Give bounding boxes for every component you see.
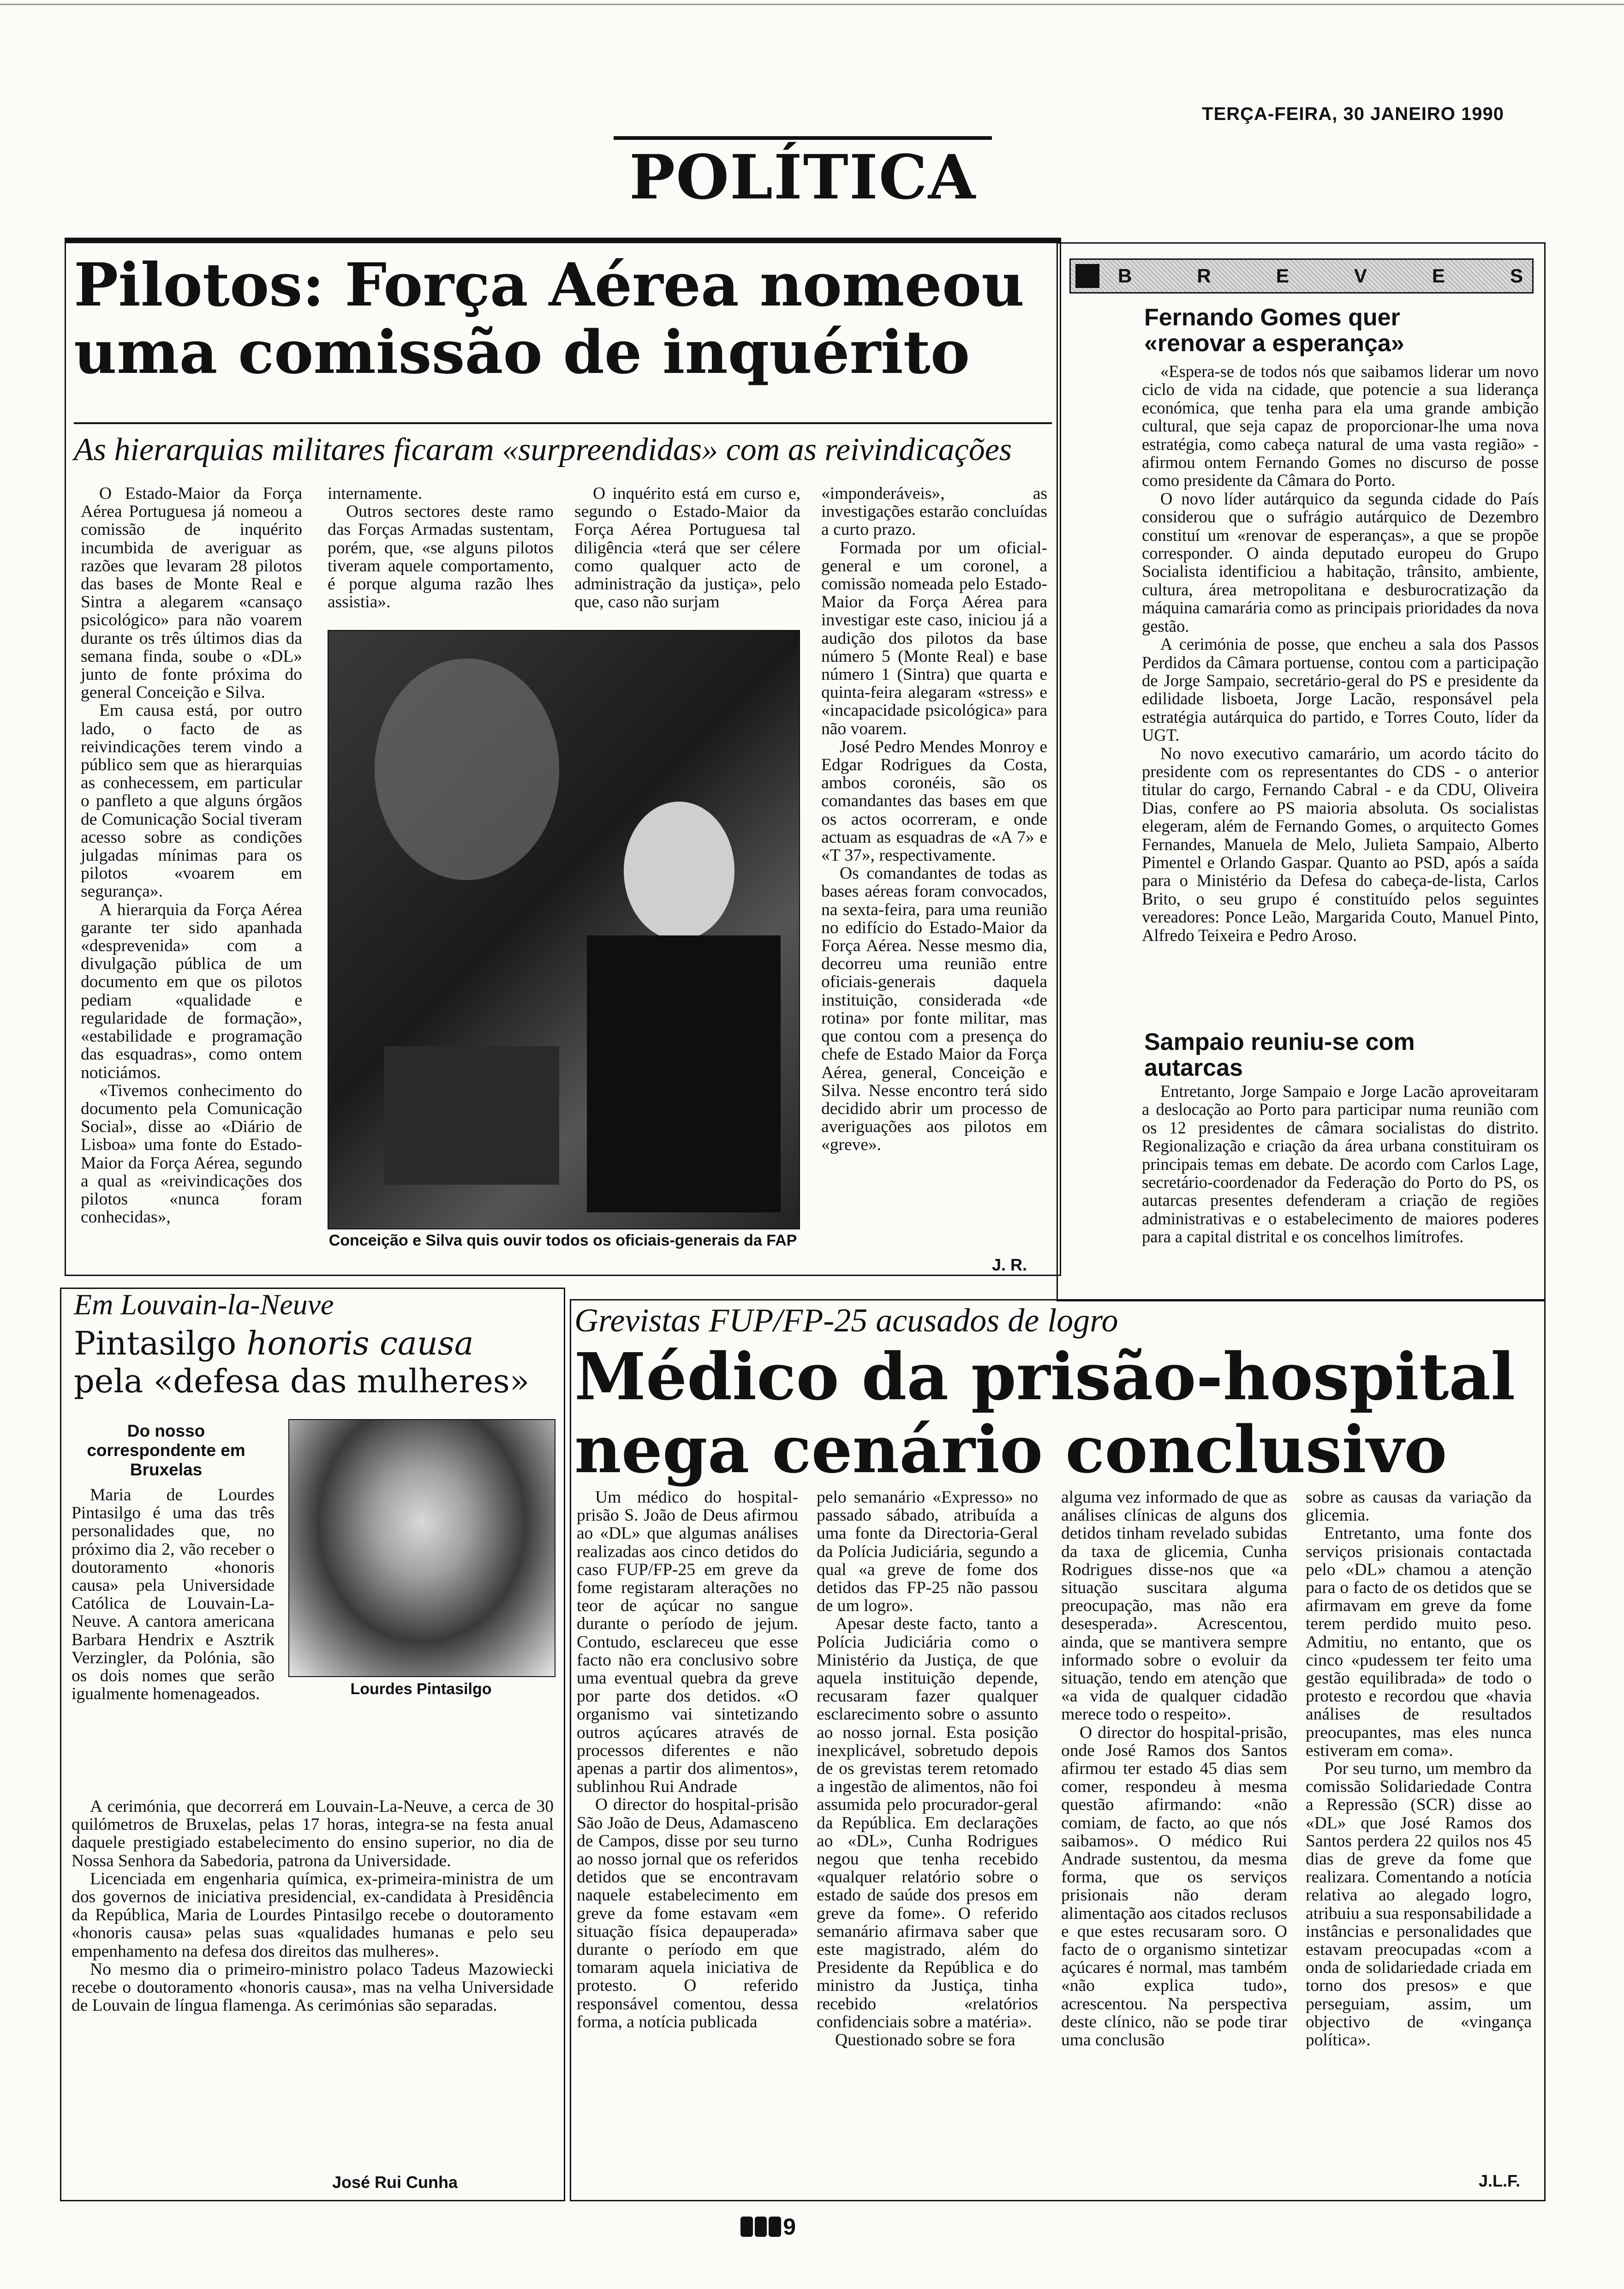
pintasilgo-headline <box>74 1324 563 1400</box>
paragraph: «Espera-se de todos nós que saibamos liderar um novo ciclo de vida na cidade, que potencie a sua liderança económica, que tenha para ela uma grande ambição cultural, que seja capaz de proporcionar-lhe uma nova estratégia, como cabeça natural de uma vasta região» - afirmou ontem Fernando Gomes no discurso de posse como presidente da Câmara do Porto. <box>1142 362 1539 490</box>
main-col-2 <box>328 485 554 611</box>
headline-rule <box>74 422 1052 424</box>
paragraph: internamente. <box>328 484 423 503</box>
medico-col-3 <box>1061 1488 1287 2049</box>
main-headline: Pilotos: Força Aérea nomeou uma comissão de inquérito <box>74 251 1025 387</box>
logo-mark <box>769 2217 781 2237</box>
medico-col-4 <box>1306 1488 1532 2049</box>
paragraph: Em causa está, por outro lado, o facto de as reivindicações terem vindo a público sem que as hierarquias as conhecessem, em particular o panfleto a que alguns órgãos de Comunicação Social tiveram acesso sobre as condições julgadas mínimas para os pilotos «voarem em segurança». <box>81 701 302 901</box>
paragraph: sobre as causas da variação da glicemia. <box>1306 1488 1532 1525</box>
logo-mark <box>740 2217 753 2237</box>
medico-signature: J.L.F. <box>1479 2171 1521 2190</box>
paragraph: «imponderáveis», as investigações estarão concluídas a curto prazo. <box>821 484 1047 539</box>
breves-letter: E <box>1276 265 1289 287</box>
main-subheadline: As hierarquias militares ficaram «surpreendidas» com as reivindicações <box>74 432 1012 467</box>
headline-part: Pintasilgo <box>74 1324 247 1362</box>
paragraph: pelo semanário «Expresso» no passado sábado, atribuída a uma fonte da Directoria-Geral da Polícia Judiciária, segundo a qual «a greve de fome dos detidos das FP-25 não passou de um logro». <box>817 1488 1038 1616</box>
logo-mark <box>755 2217 767 2237</box>
medico-col-2 <box>817 1488 1038 2049</box>
paragraph: A cerimónia de posse, que encheu a sala dos Passos Perdidos da Câmara portuense, contou com a participação de Jorge Sampaio, secretário-geral do PS e presidente da edilidade lisboeta, Jorge Lacão, responsável pela estratégia autárquica do partido, e Torres Couto, líder da UGT. <box>1142 635 1539 745</box>
breves-item2-body <box>1142 1082 1539 1246</box>
medico-kicker: Grevistas FUP/FP-25 acusados de logro <box>574 1302 1118 1339</box>
paragraph: O Estado-Maior da Força Aérea Portuguesa já nomeou a comissão de inquérito incumbida de averiguar as razões que levaram 28 pilotos das bases de Monte Real e Sintra a alegarem «cansaço psicológico» para não voarem durante os três últimos dias da semana finda, soube o «DL» junto de fonte próxima do general Conceição e Silva. <box>81 484 302 702</box>
breves-item2-headline: Sampaio reuniu-se com autarcas <box>1144 1029 1415 1081</box>
main-photo-caption: Conceição e Silva quis ouvir todos os oficiais-generais da FAP <box>328 1232 797 1249</box>
correspondent-credit: Do nosso correspondente em Bruxelas <box>87 1421 245 1479</box>
main-col-1 <box>81 485 302 1226</box>
paragraph: Maria de Lourdes Pintasilgo é uma das três personalidades que, no próximo dia 2, vão receber o doutoramento «honoris causa» pela Universidade Católica de Louvain-La-Neuve. A cantora americana Barbara Hendrix e Asztrik Verzingler, da Polónia, são os dois nomes que serão igualmente homenageados. <box>72 1486 275 1704</box>
paragraph: Entretanto, uma fonte dos serviços prisionais contactada pelo «DL» chamou a atenção para o facto de os detidos que se afirmavam em greve da fome terem perdido muito peso. Admitiu, no entanto, que os cinco «pudessem ter feito uma gestão equilibrada» de todo o protesto e recordou que «havia análises de resultados preocupantes, mas eles nunca estiveram em coma». <box>1306 1524 1532 1760</box>
pintasilgo-wide-col <box>72 1798 554 2014</box>
breves-banner <box>1069 258 1534 294</box>
paragraph: Entretanto, Jorge Sampaio e Jorge Lacão aproveitaram a deslocação ao Porto para participar numa reunião com os 12 presidentes de câmara socialistas do distrito. Regionalização e criação da área urbana constituiram os principais temas em debate. De acordo com Carlos Lage, secretário-coordenador da Federação do Porto do PS, os autarcas presentes defenderam a criação de regiões administrativas e o estabelecimento de maiores poderes para a capital distrital e os concelhos limítrofes. <box>1142 1082 1539 1246</box>
main-col-3 <box>574 485 800 611</box>
pintasilgo-signature: José Rui Cunha <box>332 2173 458 2192</box>
paragraph: A cerimónia, que decorrerá em Louvain-La-Neuve, a cerca de 30 quilómetros de Bruxelas, pelas 17 horas, integra-se na festa anual daquele prestigiado estabelecimento do ensino superior, no dia de Nossa Senhora da Sabedoria, patrona da Universidade. <box>72 1797 554 1870</box>
paragraph: alguma vez informado de que as análises clínicas de alguns dos detidos tinham revelado subidas da taxa de glicemia, Cunha Rodrigues disse-nos que «a situação suscitara alguma preocupação, mas não era desesperada». Acrescentou, ainda, que se mantivera sempre informado sobre o evoluir da situação, tendo em atenção que «a vida de qualquer cidadão merece todo o respeito». <box>1061 1488 1287 1724</box>
paragraph: Formada por um oficial-general e um coronel, a comissão nomeada pelo Estado-Maior da Força Aérea para investigar este caso, iniciou já a audição dos pilotos da base número 5 (Monte Real) e base número 1 (Sintra) que quarta e quinta-feira alegaram «stress» e «incapacidade psicológica» para não voarem. <box>821 538 1047 738</box>
paragraph: Apesar deste facto, tanto a Polícia Judiciária como o Ministério da Justiça, de que aquela instituição depende, recusaram fazer qualquer esclarecimento sobre o assunto ao nosso jornal. Esta posição inexplicável, sobretudo depois de os grevistas terem retomado a ingestão de alimentos, não foi assumida pelo procurador-geral da República. Em declarações ao «DL», Cunha Rodrigues negou que tenha recebido «qualquer relatório sobre o estado de saúde dos presos em greve da fome». O referido semanário afirmava saber que este magistrado, além do Presidente da República e do ministro da Justiça, tinha recebido «relatórios confidenciais sobre a matéria». <box>817 1614 1038 2031</box>
main-col-4 <box>821 485 1047 1154</box>
paragraph: O director do hospital-prisão, onde José Ramos dos Santos afirmou ter estado 45 dias sem comer, respondeu à mesma questão afirmando: «não comiam, de facto, ao que nós saibamos». O médico Rui Andrade sustentou, da mesma forma, que os serviços prisionais não deram alimentação aos citados reclusos e que estes recusaram soro. O facto de o organismo sintetizar açúcares é normal, mas também «não explica tudo», acrescentou. Na perspectiva deste clínico, não se pode tirar uma conclusão <box>1061 1723 1287 2050</box>
paragraph: Outros sectores deste ramo das Forças Armadas sustentam, porém, que, «se alguns pilotos tiveram aquele comportamento, é porque alguma razão lhes assistia». <box>328 502 554 612</box>
headline-part: pela «defesa das mulheres» <box>74 1362 530 1400</box>
breves-item1-headline: Fernando Gomes quer «renovar a esperança» <box>1144 304 1404 357</box>
paragraph: José Pedro Mendes Monroy e Edgar Rodrigues da Costa, ambos coronéis, são os comandantes das bases em que os actos ocorreram, e onde actuam as esquadras de «A 7» e «T 37», respectivamente. <box>821 737 1047 865</box>
paragraph: O director do hospital-prisão São João de Deus, Adamasceno de Campos, disse por seu turno ao nosso jornal que os referidos detidos que se encontravam naquele estabelecimento em greve da fome estavam «em situação física depauperada» durante o período em que tomaram aquela iniciativa de protesto. O referido responsável comentou, dessa forma, a notícia publicada <box>577 1795 798 2031</box>
section-bar <box>614 136 992 140</box>
headline-italic: honoris causa <box>246 1324 474 1362</box>
paragraph: Por seu turno, um membro da comissão Solidariedade Contra a Repressão (SCR) disse ao «DL» que José Ramos dos Santos perdera 22 quilos nos 45 dias de greve da fome que realizara. Comentando a notícia relativa ao alegado logro, atribuiu a sua responsabilidade a instâncias e personalidades que estavam preocupadas «com a onda de solidariedade criada em torno dos presos» e que perseguiam, assim, um objectivo de «vingança política». <box>1306 1759 1532 2050</box>
pintasilgo-caption: Lourdes Pintasilgo <box>350 1680 492 1698</box>
pintasilgo-kicker: Em Louvain-la-Neuve <box>74 1288 334 1321</box>
paragraph: O inquérito está em curso e, segundo o Estado-Maior da Força Aérea Portuguesa tal diligência «terá que ser célere como qualquer acto de administração da justiça», pelo que, caso não surjam <box>574 484 800 612</box>
paragraph: Os comandantes de todas as bases aéreas foram convocados, na sexta-feira, para uma reunião no edifício do Estado-Maior da Força Aérea. Nesse mesmo dia, decorreu uma reunião entre oficiais-generais daquela instituição, considerada «de rotina» por fonte militar, mas que contou com a presença do chefe de Estado Maior da Força Aérea, general, Conceição e Silva. Nesse encontro terá sido decidido abrir um processo de averiguações aos pilotos em «greve». <box>821 864 1047 1155</box>
conceicao-silva-photo <box>328 630 800 1229</box>
medico-headline: Médico da prisão-hospital nega cenário conclusivo <box>574 1339 1516 1488</box>
paragraph: A hierarquia da Força Aérea garante ter sido apanhada «desprevenida» com a divulgação pública de um documento em que os pilotos pediam «qualidade e regularidade de formação», «estabilidade e programação das esquadras», como ontem noticiámos. <box>81 900 302 1082</box>
pintasilgo-narrow-col <box>72 1486 275 1703</box>
section-title: POLÍTICA <box>629 142 977 213</box>
pintasilgo-photo <box>288 1419 555 1677</box>
medico-col-1 <box>577 1488 798 2031</box>
paragraph: No novo executivo camarário, um acordo tácito do presidente com os representantes do CDS - o anterior titular do cargo, Fernando Cabral - e da CDU, Oliveira Dias, confere ao PS maioria absoluta. Os socialistas elegeram, além de Fernando Gomes, o arquitecto Gomes Fernandes, Manuela de Melo, Julieta Sampaio, Alberto Pimentel e Orlando Gaspar. Quanto ao PSD, após a saída para o Ministério da Defesa do cabeça-de-lista, Carlos Brito, o seu grupo é constituído pelos seguintes vereadores: Ponce Leão, Margarida Couto, Manuel Pinto, Alfredo Teixeira e Pedro Aroso. <box>1142 743 1539 945</box>
top-rule <box>0 4 1624 5</box>
page-logo <box>740 2215 796 2238</box>
paragraph: No mesmo dia o primeiro-ministro polaco Tadeus Mazowiecki recebe o doutoramento «honoris causa», mas na velha Universidade de Louvain de língua flamenga. As cerimónias são separadas. <box>72 1959 554 2015</box>
breves-letter: S <box>1510 265 1523 287</box>
paragraph: «Tivemos conhecimento do documento pela Comunicação Social», disse ao «Diário de Lisboa» uma fonte do Estado-Maior da Força Aérea, segundo a qual as «reivindicações dos pilotos «nunca foram conhecidas», <box>81 1081 302 1227</box>
breves-letter: B <box>1118 265 1132 287</box>
breves-item1-body <box>1142 362 1539 944</box>
breves-square-icon <box>1075 264 1099 288</box>
paragraph: Um médico do hospital-prisão S. João de Deus afirmou ao «DL» que algumas análises realizadas aos cinco detidos do caso FUP/FP-25 em greve da fome registaram alterações no teor de açúcar no sangue durante o período de jejum. Contudo, esclareceu que esse facto não era conclusivo sobre uma eventual quebra da greve por parte dos detidos. «O organismo vai sintetizando outros açúcares através de processos diferentes e não apenas a partir dos alimentos», sublinhou Rui Andrade <box>577 1488 798 1797</box>
paragraph: Licenciada em engenharia química, ex-primeira-ministra de um dos governos de iniciativa presidencial, ex-candidata à Presidência da República, Maria de Lourdes Pintasilgo recebe o doutoramento «honoris causa» pelas suas «qualidades humanas e pelo seu empenhamento na defesa dos direitos das mulheres». <box>72 1869 554 1961</box>
page-number: 9 <box>783 2214 796 2240</box>
paragraph: O novo líder autárquico da segunda cidade do País considerou que o sufrágio autárquico de Dezembro constituí um «renovar de esperanças», a que se propõe corresponder. O ainda deputado europeu do Grupo Socialista identificiou a habitação, trânsito, ambiente, cultura, área metropolitana e desburocratização da máquina camarária como as principais prioridades da nova gestão. <box>1142 489 1539 635</box>
breves-letter: E <box>1432 265 1445 287</box>
main-signature: J. R. <box>992 1255 1027 1274</box>
dateline: TERÇA-FEIRA, 30 JANEIRO 1990 <box>1202 104 1504 124</box>
breves-letter: R <box>1197 265 1211 287</box>
photo-illustration <box>328 631 799 1228</box>
paragraph: Questionado sobre se fora <box>835 2031 1015 2050</box>
breves-letters <box>1118 265 1532 287</box>
breves-letter: V <box>1354 265 1367 287</box>
